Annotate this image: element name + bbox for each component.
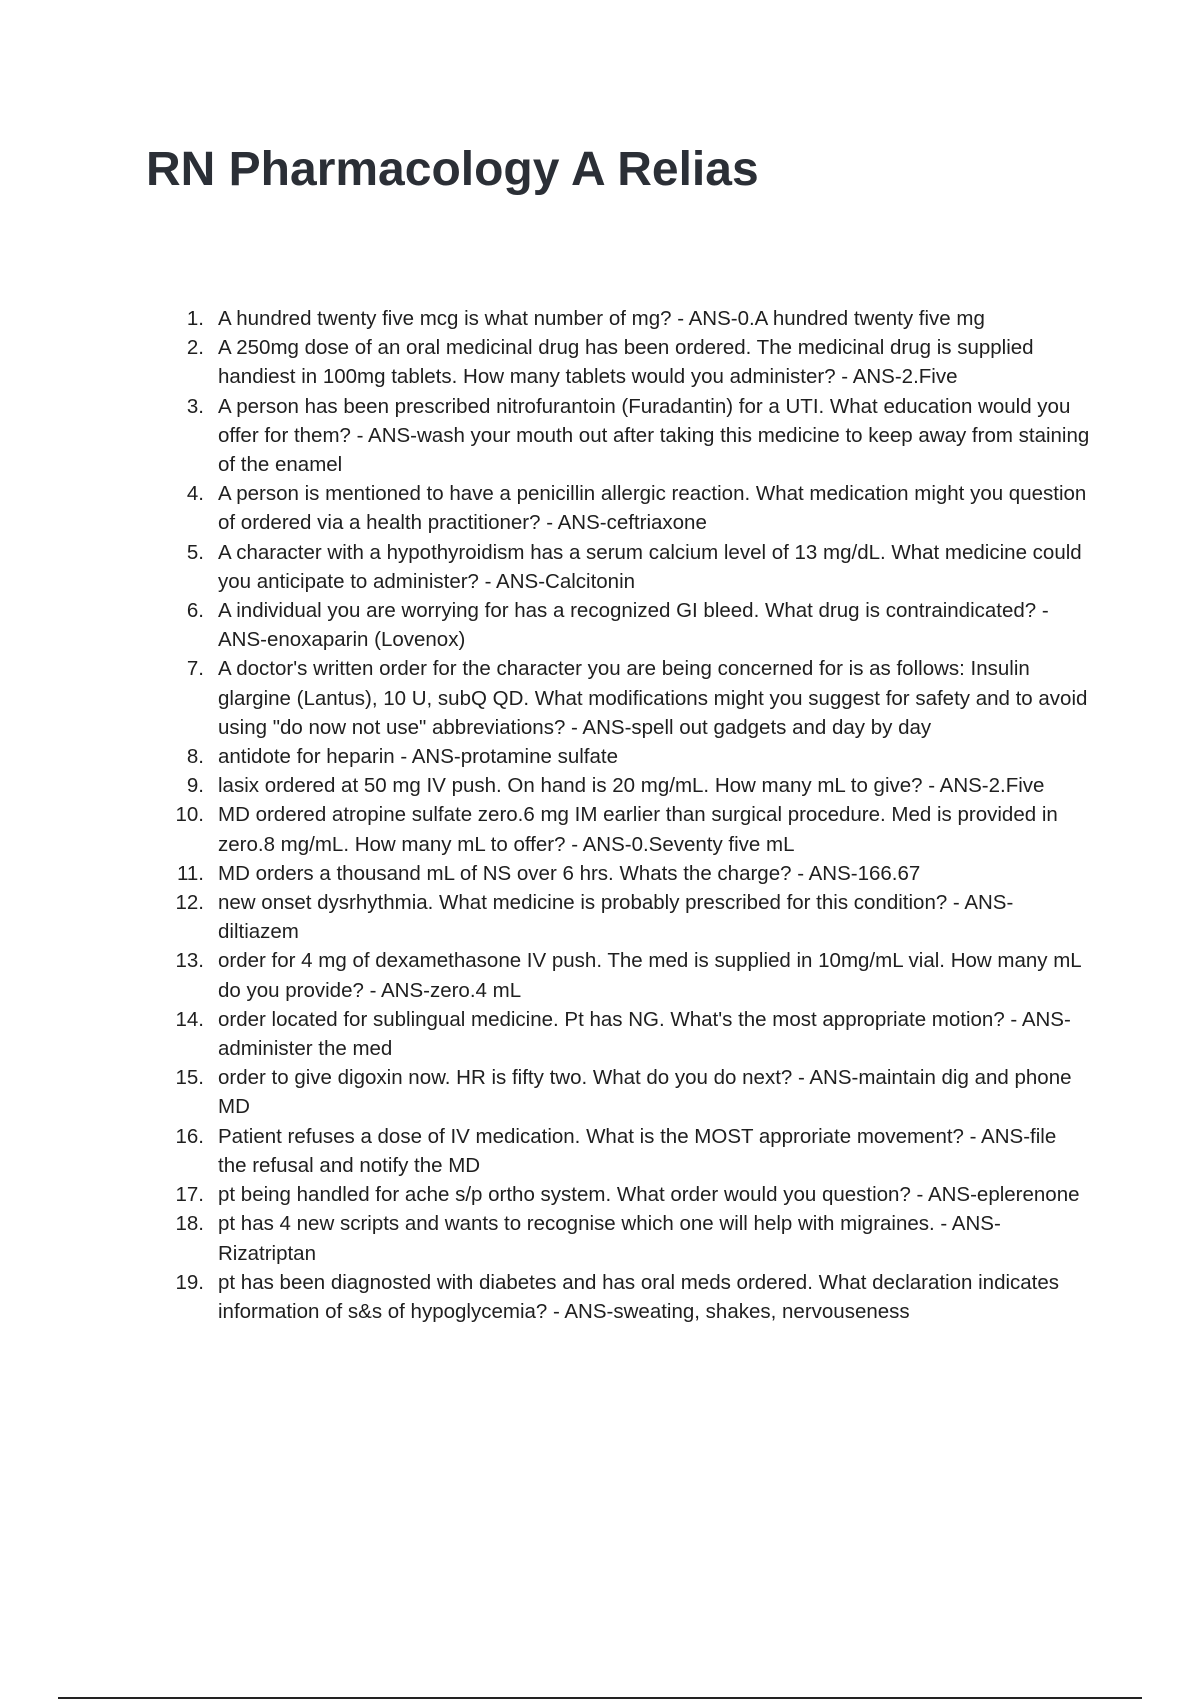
item-text: order for 4 mg of dexamethasone IV push. The med is supplied in 10mg/mL vial. How many mL do you provide? - ANS-zero.4 mL xyxy=(218,949,1081,1002)
item-number: 16. xyxy=(175,1124,204,1148)
list-item xyxy=(0,304,1200,333)
list-item xyxy=(0,1180,1200,1209)
list-item xyxy=(0,538,1200,596)
item-number: 10. xyxy=(175,803,204,827)
list-item xyxy=(0,800,1200,858)
item-text: lasix ordered at 50 mg IV push. On hand is 20 mg/mL. How many mL to give? - ANS-2.Five xyxy=(218,774,1045,798)
list-item xyxy=(0,859,1200,888)
item-number: 11. xyxy=(177,861,204,885)
item-number: 1. xyxy=(186,307,204,330)
item-text: A person has been prescribed nitrofurantoin (Furadantin) for a UTI. What education would you offer for them? - ANS-wash your mouth out after taking this medicine to keep away from staining of the enamel xyxy=(218,394,1090,477)
page-title: RN Pharmacology A Relias xyxy=(146,143,759,196)
item-text: A person is mentioned to have a penicillin allergic reaction. What medication might you question of ordered via a health practitioner? - ANS-ceftriaxone xyxy=(218,482,1087,535)
item-number: 15. xyxy=(175,1066,204,1090)
item-text: A character with a hypothyroidism has a serum calcium level of 13 mg/dL. What medicine could you anticipate to administer? - ANS-Calcitonin xyxy=(218,540,1082,593)
list-item xyxy=(0,1005,1200,1063)
item-number: 19. xyxy=(175,1270,204,1294)
item-text: pt being handled for ache s/p ortho system. What order would you question? - ANS-eplerenone xyxy=(218,1183,1080,1207)
item-text: order located for sublingual medicine. Pt has NG. What's the most appropriate motion? - ANS-administer the med xyxy=(218,1007,1071,1061)
list-item xyxy=(0,1268,1200,1326)
list-item xyxy=(0,742,1200,771)
item-number: 7. xyxy=(186,657,204,681)
item-number: 5. xyxy=(186,540,204,564)
item-text: A hundred twenty five mcg is what number of mg? - ANS-0.A hundred twenty five mg xyxy=(218,307,985,330)
item-text: antidote for heparin - ANS-protamine sulfate xyxy=(218,745,618,769)
item-text: order to give digoxin now. HR is fifty two. What do you do next? - ANS-maintain dig and phone MD xyxy=(218,1066,1072,1119)
item-text: A doctor's written order for the character you are being concerned for is as follows: Insulin glargine (Lantus), 10 U, subQ QD. What modifications might you suggest for safety and to avoid using "do now not use" abbreviations? - ANS-spell out gadgets and day by day xyxy=(218,657,1088,739)
item-text: A 250mg dose of an oral medicinal drug has been ordered. The medicinal drug is supplied handiest in 100mg tablets. How many tablets would you administer? - ANS-2.Five xyxy=(218,336,1034,389)
item-number: 13. xyxy=(175,949,204,973)
list-item xyxy=(0,479,1200,537)
list-item xyxy=(0,1209,1200,1267)
item-number: 12. xyxy=(175,891,204,915)
list-item xyxy=(0,888,1200,946)
item-number: 2. xyxy=(186,336,204,360)
item-number: 17. xyxy=(175,1183,204,1207)
list-item xyxy=(0,1063,1200,1121)
item-text: A individual you are worrying for has a recognized GI bleed. What drug is contraindicated? - ANS-enoxaparin (Lovenox) xyxy=(218,599,1049,652)
list-item xyxy=(0,333,1200,391)
item-number: 6. xyxy=(186,599,204,623)
footer-divider xyxy=(58,1697,1142,1699)
item-text: pt has been diagnosted with diabetes and has oral meds ordered. What declaration indicates information of s&s of hypoglycemia? - ANS-sweating, shakes, nervouseness xyxy=(218,1270,1060,1323)
question-answer-list xyxy=(0,304,1200,1326)
item-text: MD ordered atropine sulfate zero.6 mg IM earlier than surgical procedure. Med is provided in zero.8 mg/mL. How many mL to offer? - ANS-0.Seventy five mL xyxy=(218,803,1058,856)
item-text: MD orders a thousand mL of NS over 6 hrs. Whats the charge? - ANS-166.67 xyxy=(218,861,921,885)
list-item xyxy=(0,392,1200,480)
list-item xyxy=(0,771,1200,800)
item-number: 4. xyxy=(186,482,204,506)
list-item xyxy=(0,654,1200,742)
item-number: 18. xyxy=(175,1212,204,1236)
item-text: new onset dysrhythmia. What medicine is probably prescribed for this condition? - ANS-diltiazem xyxy=(218,891,1014,944)
item-number: 8. xyxy=(186,745,204,769)
item-number: 9. xyxy=(186,774,204,798)
item-number: 14. xyxy=(175,1007,204,1031)
list-item xyxy=(0,1122,1200,1180)
item-text: Patient refuses a dose of IV medication. What is the MOST approriate movement? - ANS-file the refusal and notify the MD xyxy=(218,1124,1057,1177)
list-item xyxy=(0,596,1200,654)
item-number: 3. xyxy=(186,394,204,418)
list-item xyxy=(0,946,1200,1004)
item-text: pt has 4 new scripts and wants to recognise which one will help with migraines. - ANS-Rizatriptan xyxy=(218,1212,1001,1265)
